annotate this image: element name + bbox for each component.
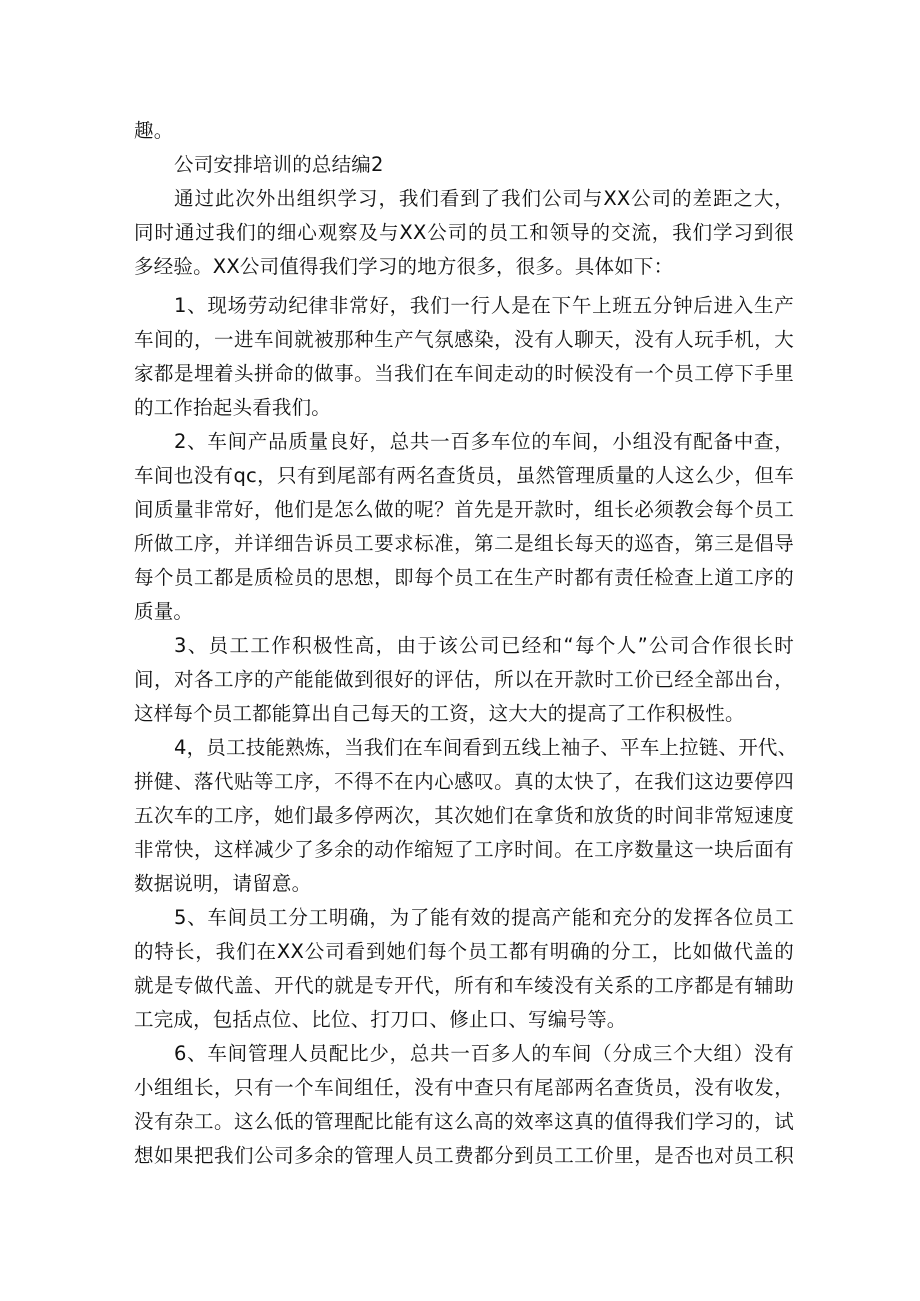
text-line: 同时通过我们的细心观察及与XX公司的员工和领导的交流，我们学习到很 <box>134 221 794 244</box>
text-line: 趣。 <box>134 119 174 142</box>
text-line: 拼健、落代贴等工序，不得不在内心感叹。真的太快了，在我们这边要停四 <box>134 770 794 793</box>
text-line: 多经验。XX公司值得我们学习的地方很多，很多。具体如下： <box>134 255 674 278</box>
text-line: 的特长，我们在XX公司看到她们每个员工都有明确的分工，比如做代盖的 <box>134 940 794 963</box>
text-line: 间质量非常好，他们是怎么做的呢？首先是开款时，组长必须教会每个员工 <box>134 498 794 521</box>
text-line: 2、车间产品质量良好，总共一百多车位的车间，小组没有配备中查， <box>174 430 794 453</box>
text-line: 车间也没有qc，只有到尾部有两名查货员，虽然管理质量的人这么少，但车 <box>134 464 794 487</box>
text-line: 间，对各工序的产能能做到很好的评估，所以在开款时工价已经全部出台， <box>134 668 794 691</box>
text-line: 每个员工都是质检员的思想，即每个员工在生产时都有责任检查上道工序的 <box>134 566 794 589</box>
text-line: 想如果把我们公司多余的管理人员工费都分到员工工价里，是否也对员工积 <box>134 1144 794 1167</box>
text-line: 通过此次外出组织学习，我们看到了我们公司与XX公司的差距之大， <box>174 187 794 210</box>
text-line: 5、车间员工分工明确，为了能有效的提高产能和充分的发挥各位员工 <box>174 906 794 929</box>
text-line: 质量。 <box>134 600 194 623</box>
text-line: 家都是埋着头拼命的做事。当我们在车间走动的时候没有一个员工停下手里 <box>134 362 794 385</box>
text-line: 1、现场劳动纪律非常好，我们一行人是在下午上班五分钟后进入生产 <box>174 294 794 317</box>
text-line: 这样每个员工都能算出自己每天的工资，这大大的提高了工作积极性。 <box>134 702 745 725</box>
text-line: 4，员工技能熟炼，当我们在车间看到五线上袖子、平车上拉链、开代、 <box>174 736 798 759</box>
text-line: 车间的，一进车间就被那种生产气氛感染，没有人聊天，没有人玩手机，大 <box>134 328 794 351</box>
section-heading: 公司安排培训的总结编2 <box>174 153 384 176</box>
text-line: 工完成，包括点位、比位、打刀口、修止口、写编号等。 <box>134 1008 627 1031</box>
text-line: 非常快，这样减少了多余的动作缩短了工序时间。在工序数量这一块后面有 <box>134 838 794 861</box>
text-line: 所做工序，并详细告诉员工要求标准，第二是组长每天的巡杳，第三是倡导 <box>134 532 794 555</box>
text-line: 没有杂工。这么低的管理配比能有这么高的效率这真的值得我们学习的，试 <box>134 1110 794 1133</box>
text-line: 6、车间管理人员配比少，总共一百多人的车间（分成三个大组）没有 <box>174 1042 794 1065</box>
text-line: 小组组长，只有一个车间组任，没有中查只有尾部两名查货员，没有收发， <box>134 1076 794 1099</box>
text-line: 五次车的工序，她们最多停两次，其次她们在拿货和放货的时间非常短速度 <box>134 804 794 827</box>
text-line: 就是专做代盖、开代的就是专开代，所有和车绫没有关系的工序都是有辅助 <box>134 974 794 997</box>
text-line: 3、员工工作积极性高，由于该公司已经和“每个人”公司合作很长时 <box>174 634 794 657</box>
text-line: 的工作抬起头看我们。 <box>134 396 332 419</box>
text-line: 数据说明，请留意。 <box>134 872 312 895</box>
